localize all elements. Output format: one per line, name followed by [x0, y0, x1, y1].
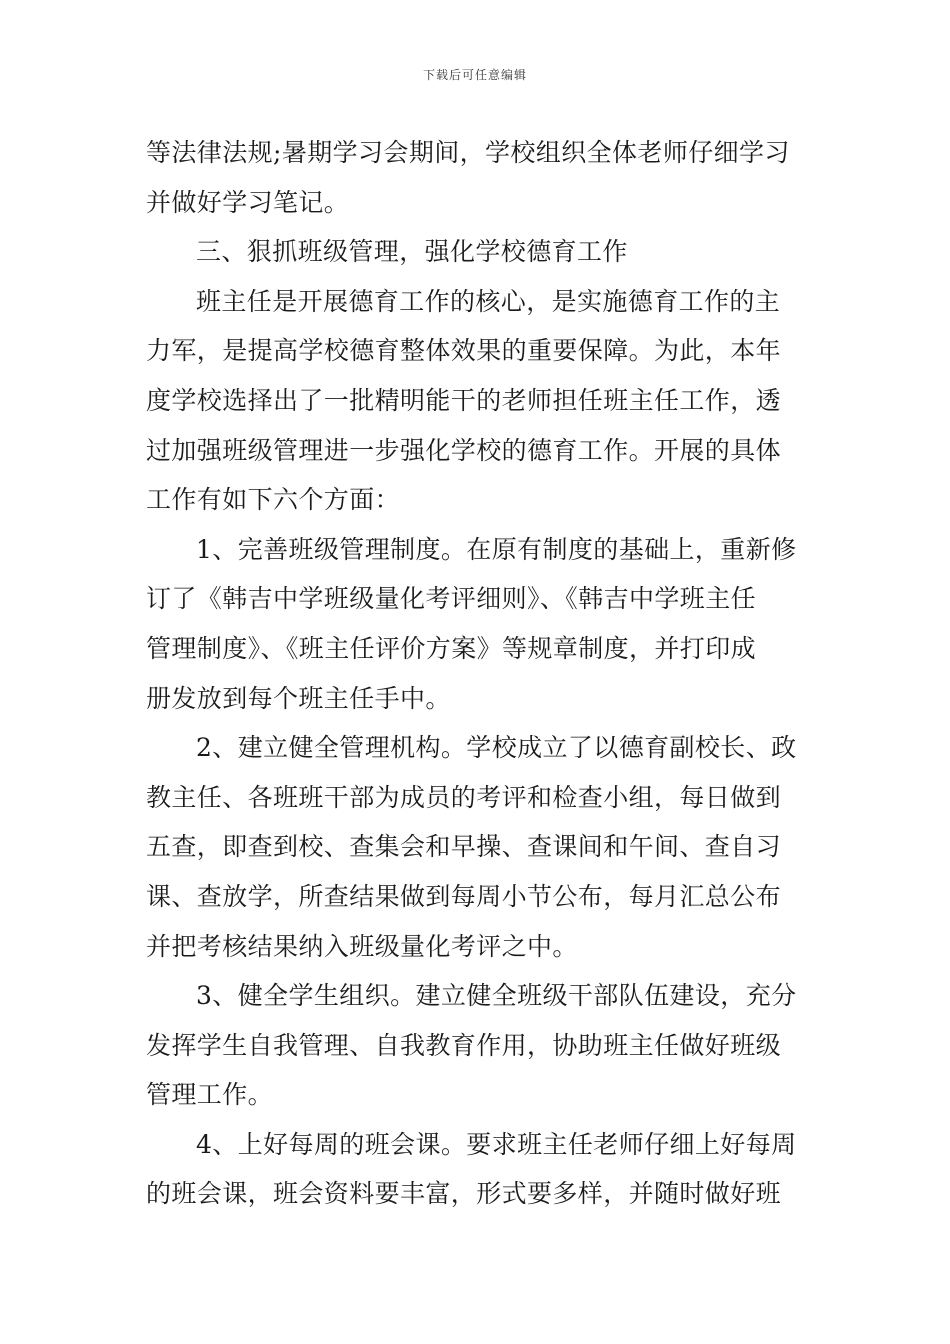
- document-body: [146, 128, 808, 1219]
- text-line: 册发放到每个班主任手中。: [146, 683, 451, 713]
- text-line: 订了《韩吉中学班级量化考评细则》、《韩吉中学班主任: [146, 584, 757, 614]
- text-line: 过加强班级管理进一步强化学校的德育工作。开展的具体: [146, 435, 782, 465]
- text-line: 3、健全学生组织。建立健全班级干部队伍建设，充分: [196, 981, 797, 1011]
- text-line: 度学校选择出了一批精明能干的老师担任班主任工作，透: [146, 385, 782, 415]
- text-line: 1、完善班级管理制度。在原有制度的基础上，重新修: [196, 534, 797, 564]
- text-line: 力军，是提高学校德育整体效果的重要保障。为此，本年: [146, 336, 782, 366]
- text-line: 管理制度》、《班主任评价方案》等规章制度，并打印成: [146, 633, 757, 663]
- text-line: 课、查放学，所查结果做到每周小节公布，每月汇总公布: [146, 881, 782, 911]
- text-line: 4、上好每周的班会课。要求班主任老师仔细上好每周: [196, 1129, 797, 1159]
- section-heading: 三、狠抓班级管理，强化学校德育工作: [196, 237, 628, 267]
- text-line: 工作有如下六个方面：: [146, 485, 401, 515]
- text-line: 并做好学习笔记。: [146, 187, 350, 217]
- text-line: 班主任是开展德育工作的核心，是实施德育工作的主: [196, 286, 781, 316]
- text-line: 并把考核结果纳入班级量化考评之中。: [146, 931, 578, 961]
- text-line: 的班会课，班会资料要丰富，形式要多样，并随时做好班: [146, 1179, 782, 1209]
- text-line: 教主任、各班班干部为成员的考评和检查小组，每日做到: [146, 782, 782, 812]
- text-line: 五查，即查到校、查集会和早操、查课间和午间、查自习: [146, 832, 782, 862]
- text-line: 管理工作。: [146, 1080, 274, 1110]
- text-line: 2、建立健全管理机构。学校成立了以德育副校长、政: [196, 733, 797, 763]
- page-header: 下载后可任意编辑: [422, 68, 527, 82]
- text-line: 等法律法规;暑期学习会期间，学校组织全体老师仔细学习: [146, 138, 790, 167]
- text-line: 发挥学生自我管理、自我教育作用，协助班主任做好班级: [146, 1030, 782, 1060]
